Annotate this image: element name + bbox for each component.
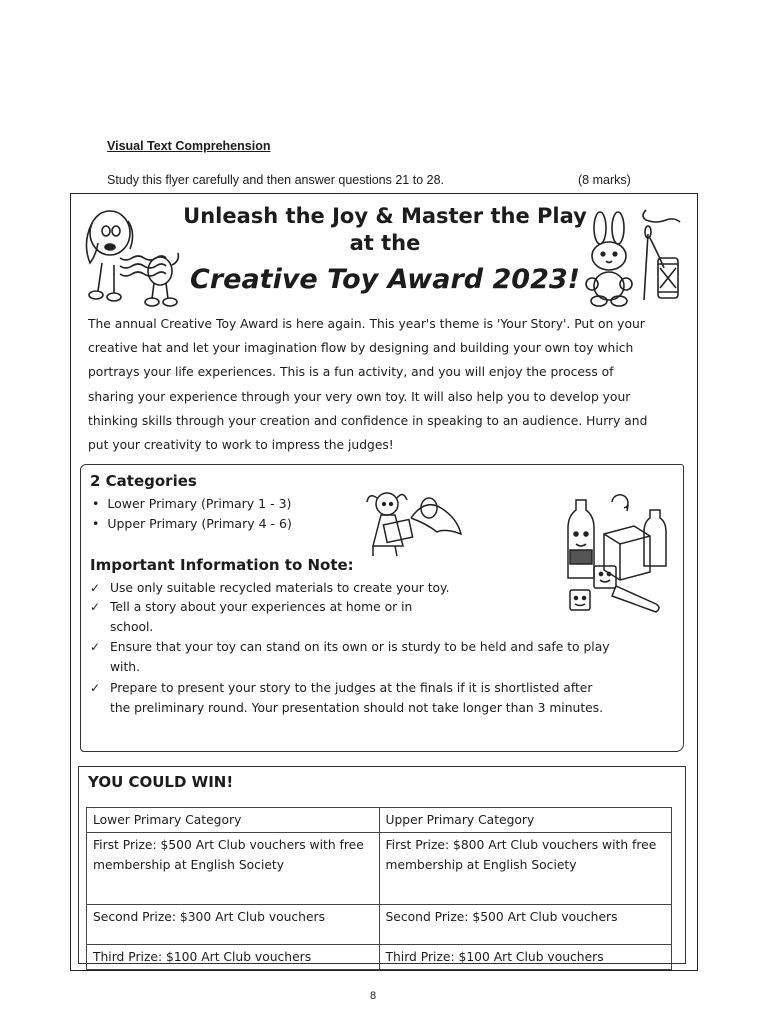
needle-thread-icon xyxy=(636,208,686,308)
page-number: 8 xyxy=(370,990,377,1002)
section-heading: Visual Text Comprehension xyxy=(107,139,271,153)
rule-text: Ensure that your toy can stand on its own or is sturdy to be held and safe to play xyxy=(110,640,610,654)
table-cell: First Prize: $500 Art Club vouchers with free membership at English Society xyxy=(87,833,380,905)
intro-line: sharing your experience through your very own toy. It will also help you to develop your xyxy=(88,389,631,404)
important-info-title: Important Information to Note: xyxy=(90,556,354,574)
rule-item xyxy=(90,638,680,677)
table-cell: Third Prize: $100 Art Club vouchers xyxy=(379,945,672,970)
intro-line: portrays your life experiences. This is a fun activity, and you will enjoy the process of xyxy=(88,365,614,380)
rule-text: Use only suitable recycled materials to create your toy. xyxy=(110,581,450,595)
checkmark-icon: ✓ xyxy=(90,681,101,695)
flyer-title-main: Creative Toy Award 2023! xyxy=(190,264,580,295)
instruction-text: Study this flyer carefully and then answer questions 21 to 28. xyxy=(107,173,444,187)
table-header-cell: Lower Primary Category xyxy=(87,808,380,833)
flyer-title-line2: at the xyxy=(349,231,421,255)
intro-line: put your creativity to work to impress the judges! xyxy=(88,438,394,453)
rule-item xyxy=(90,598,560,637)
category-item: • Upper Primary (Primary 4 - 6) xyxy=(92,516,292,531)
table-row xyxy=(87,945,672,970)
rule-text: school. xyxy=(110,619,154,634)
table-header-cell: Upper Primary Category xyxy=(379,808,672,833)
checkmark-icon: ✓ xyxy=(90,600,101,614)
intro-paragraph xyxy=(88,312,684,457)
checkmark-icon: ✓ xyxy=(90,581,101,595)
table-cell: First Prize: $800 Art Club vouchers with free membership at English Society xyxy=(379,833,672,905)
table-row xyxy=(87,905,672,945)
table-header-row xyxy=(87,808,672,833)
intro-line: creative hat and let your imagination flow by designing and building your own toy which xyxy=(88,341,634,356)
categories-title: 2 Categories xyxy=(90,472,197,490)
rule-text: the preliminary round. Your presentation should not take longer than 3 minutes. xyxy=(110,700,604,715)
prize-table xyxy=(86,807,672,970)
table-cell: Second Prize: $500 Art Club vouchers xyxy=(379,905,672,945)
table-cell: Third Prize: $100 Art Club vouchers xyxy=(87,945,380,970)
intro-line: The annual Creative Toy Award is here again. This year's theme is 'Your Story'. Put on your xyxy=(88,317,645,331)
checkmark-icon: ✓ xyxy=(90,640,101,654)
table-cell: Second Prize: $300 Art Club vouchers xyxy=(87,905,380,945)
rule-text: Prepare to present your story to the judges at the finals if it is shortlisted after xyxy=(110,681,593,695)
rule-text: with. xyxy=(110,659,140,674)
prizes-title: YOU COULD WIN! xyxy=(88,773,234,791)
rule-item xyxy=(90,579,560,599)
rule-text: Tell a story about your experiences at home or in xyxy=(110,600,413,614)
intro-line: thinking skills through your creation and confidence in speaking to an audience. Hurry and xyxy=(88,413,648,428)
category-item: • Lower Primary (Primary 1 - 3) xyxy=(92,496,292,511)
rule-item xyxy=(90,679,680,718)
girl-with-toy-icon xyxy=(365,488,465,560)
flyer-title-line1: Unleash the Joy & Master the Play xyxy=(183,204,587,228)
marks-label: (8 marks) xyxy=(578,173,631,187)
recycled-materials-icon xyxy=(564,490,672,620)
table-row xyxy=(87,833,672,905)
